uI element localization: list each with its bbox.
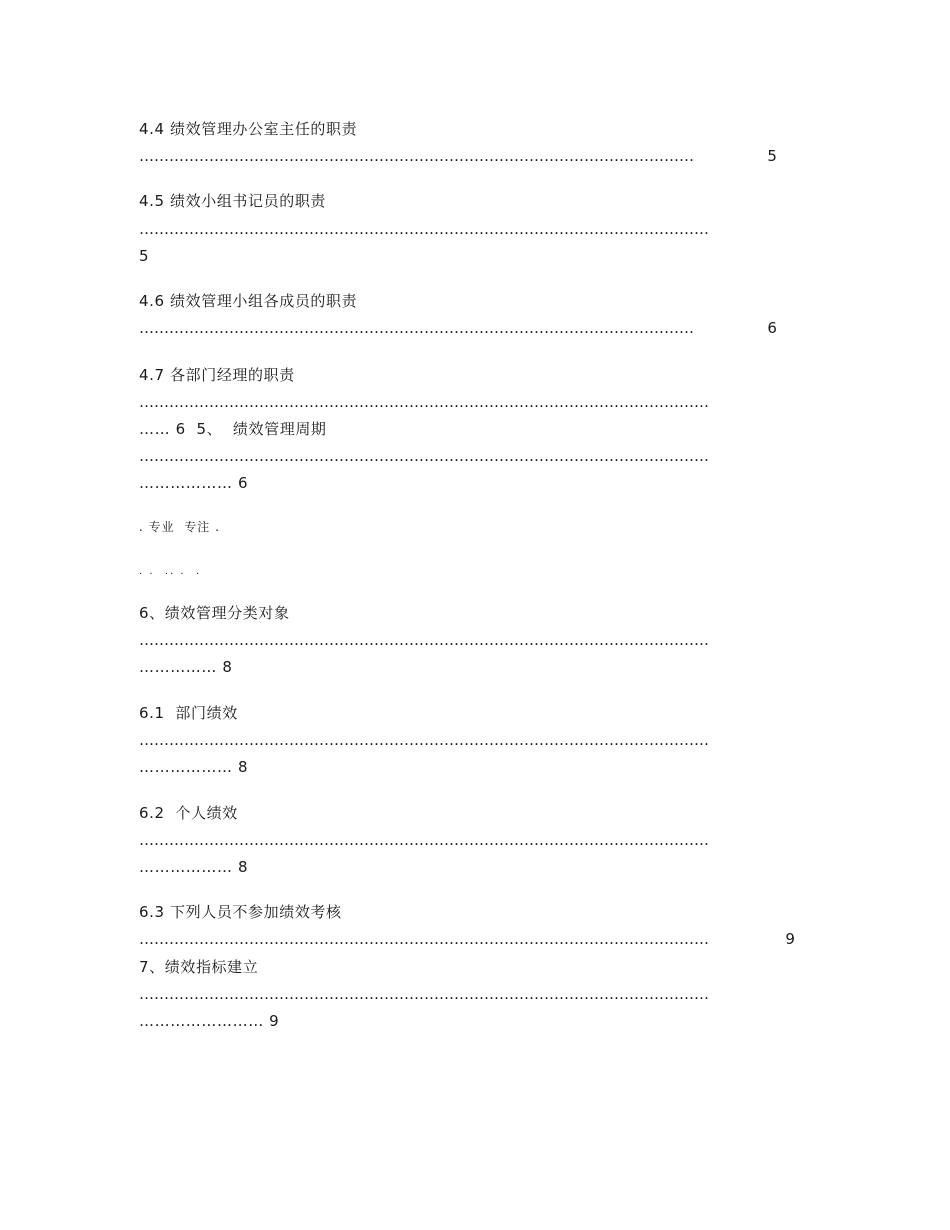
toc-entry-title[interactable]: 4.6 绩效管理小组各成员的职责 — [139, 292, 358, 310]
toc-continuation-line: ……………… 8 — [139, 858, 249, 876]
page-watermark-label: . 专业 专注 . — [139, 520, 220, 534]
toc-entry-title[interactable]: 4.4 绩效管理办公室主任的职责 — [139, 120, 358, 138]
toc-entry-title[interactable]: 6.2 个人绩效 — [139, 804, 238, 822]
toc-continuation-line: …………………… 9 — [139, 1012, 280, 1030]
toc-leader-dots: ………………………………………………………………………………………………… — [139, 319, 694, 337]
toc-continuation-line: …………… 8 — [139, 658, 233, 676]
toc-leader-dots: …………………………………………………………………………………………………… — [139, 930, 709, 948]
toc-leader-dots: …………………………………………………………………………………………………… — [139, 731, 709, 749]
toc-leader-dots: …………………………………………………………………………………………………… — [139, 631, 709, 649]
toc-entry-title[interactable]: 6、绩效管理分类对象 — [139, 604, 290, 622]
toc-entry-title[interactable]: 7、绩效指标建立 — [139, 958, 259, 976]
toc-leader-dots: …………………………………………………………………………………………………… — [139, 393, 709, 411]
toc-leader-dots: ………………………………………………………………………………………………… — [139, 147, 694, 165]
toc-page-number: 5 — [139, 247, 150, 265]
toc-page-number: 6 — [762, 319, 778, 337]
toc-continuation-line[interactable]: …… 6 5、 绩效管理周期 — [139, 420, 327, 438]
toc-continuation-line: ……………… 6 — [139, 474, 249, 492]
toc-leader-dots: …………………………………………………………………………………………………… — [139, 447, 709, 465]
toc-entry-title[interactable]: 6.3 下列人员不参加绩效考核 — [139, 903, 342, 921]
toc-entry-title[interactable]: 4.7 各部门经理的职责 — [139, 366, 295, 384]
toc-leader-dots: …………………………………………………………………………………………………… — [139, 985, 709, 1003]
toc-page-number: 5 — [762, 147, 778, 165]
toc-entry-title[interactable]: 4.5 绩效小组书记员的职责 — [139, 192, 327, 210]
page-watermark-dots: . . .. . . — [139, 566, 202, 577]
toc-leader-dots: …………………………………………………………………………………………………… — [139, 220, 709, 238]
toc-page-number: 9 — [780, 930, 796, 948]
toc-leader-dots: …………………………………………………………………………………………………… — [139, 831, 709, 849]
toc-continuation-line: ……………… 8 — [139, 758, 249, 776]
toc-entry-title[interactable]: 6.1 部门绩效 — [139, 704, 238, 722]
